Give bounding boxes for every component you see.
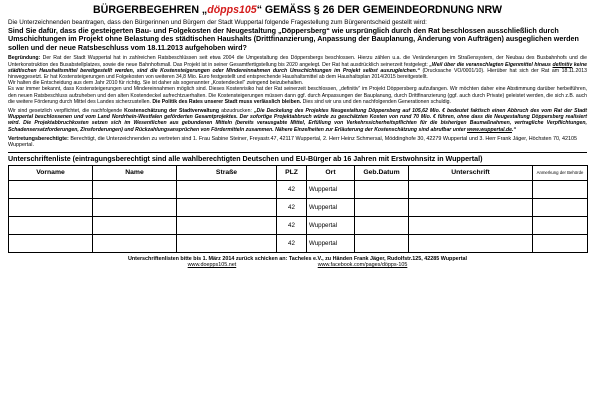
begruendung-p4-wrap [8, 86, 587, 105]
cell-name[interactable] [93, 234, 177, 252]
cell-strasse[interactable] [177, 180, 277, 198]
begruendung-p4-bold: Die Politik des Rates unserer Stadt muss verlässlich bleiben. [152, 98, 302, 105]
referendum-question: Sind Sie dafür, dass die gesteigerten Bau- und Folgekosten der Neugestaltung „Döppersberg“ wie ursprünglich durch den Rat beschlossen ausschließlich durch Umschichtungen im Projekt ohne Belastung des städtischen Haushalts (Drittfinanzierung, Anpassung der Bauplanung, Änderung von Aufträgen) ausgeglichen werden sollen und der neue Ratsbeschluss vom 18.11.2013 aufgehoben wird? [8, 25, 579, 52]
cell-anmerkung [533, 180, 588, 198]
col-plz: PLZ [277, 165, 307, 180]
table-row [9, 198, 588, 216]
kosten-lead: Wir sind gesetzlich verpflichtet, die nachfolgende [8, 108, 123, 114]
title-brand: döpps105 [207, 4, 257, 16]
kostenschaetzung-paragraph [8, 108, 587, 133]
cell-ort[interactable]: Wuppertal [307, 198, 355, 216]
col-vorname: Vorname [9, 165, 93, 180]
col-anmerkung: Anmerkung der Behörde [533, 165, 588, 180]
kosten-lead-2: abzudrucken: [221, 108, 252, 114]
intro-text: Die Unterzeichnenden beantragen, dass den Bürgerinnen und Bürgern der Stadt Wuppertal folgende Fragestellung zum Bürgerentscheid gestellt wird: [8, 19, 427, 26]
cell-ort[interactable]: Wuppertal [307, 216, 355, 234]
cell-plz[interactable]: 42 [277, 180, 307, 198]
col-geb-datum: Geb.Datum [355, 165, 409, 180]
cell-plz[interactable]: 42 [277, 216, 307, 234]
begruendung-quote-underline: definitiv [552, 61, 573, 68]
begruendung-label: Begründung: [8, 55, 41, 62]
cell-unterschrift[interactable] [409, 180, 533, 198]
cell-unterschrift[interactable] [409, 198, 533, 216]
signature-table [8, 165, 588, 253]
cell-ort[interactable]: Wuppertal [307, 180, 355, 198]
begruendung-p3: Wir halten die Entscheidung aus dem Jahr 2010 für richtig. Sie ist daher als sogenannter „Kostendeckel“ zwingend beizubehalten. [8, 80, 304, 87]
kosten-quote-end: .“ [511, 126, 516, 133]
begruendung-p1: Der Rat der Stadt Wuppertal hat in zahlreichen Ratsbeschlüssen seit etwa 2004 die Umgestaltung des Döppersbergs beschlossen. Hierzu zählen u.a. die Veränderungen im Straßensystem, der Neubau des Busbahnhofs und die Unterkonstruktion des Busabstellplatzes, sowie die neue Bahnhofsmall. Das Projekt ist in seiner Gesamtfertigstellung bis 2020 angelegt. Der Rat hat ausdrücklich seinerzeit festgelegt: [8, 55, 587, 68]
vertretung-label: Vertretungsberechtigte: [8, 135, 69, 142]
signature-list-heading: Unterschriftenliste (eintragungsberechtigt sind alle wahlberechtigten Deutschen und EU-Bürger ab 16 Jahren mit Erstwohnsitz in Wuppertal) [8, 154, 483, 163]
vertretung-paragraph [8, 136, 587, 149]
cell-name[interactable] [93, 180, 177, 198]
table-row [9, 180, 588, 198]
cell-geb-datum[interactable] [355, 234, 409, 252]
vertretung-text: Berechtigt, die Unterzeichnenden zu vertreten sind 1. Frau Sabine Steiner, Freyastr.47, 42117 Wuppertal, 2. Herr Heinz Schmersal, Möddinghofe 30, 42279 Wuppertal und 3. Herr Frank Jäger, Höchsten 70, 42105 Wuppertal. [8, 135, 578, 149]
table-row [9, 234, 588, 252]
footer-links [8, 262, 587, 268]
cell-vorname[interactable] [9, 198, 93, 216]
cell-geb-datum[interactable] [355, 216, 409, 234]
begruendung-p4: Es war immer bekannt, dass Kostensteigerungen und Mindereinnahmen möglich sind. Dieses Kostenrisiko hat der Rat seinerzeit beschlossen, „definitiv“ im Projekt Döppersberg aufzufangen. Wir möchten daher eine Abstimmung darüber herbeiführen, den neuen Ratsbeschluss aufzuheben und den alten Kostendeckel aufrechtzuerhalten. Die Kostensteigerungen müssen dann ggf. durch Anpassungen der Bauplanung, durch Drittfinanzierung (ggf. auch durch Private) geleistet werden, die sich z.B. auch die weitere Förderung durch Mittel des Landes sicherzustellen. [8, 86, 587, 105]
footer-text: Unterschriftenlisten bitte bis 1. März 2014 zurück schicken an: Tacheles e.V., zu Händen Frank Jäger, Rudolfstr.125, 42285 Wuppertal [127, 255, 468, 262]
cell-name[interactable] [93, 198, 177, 216]
cell-strasse[interactable] [177, 198, 277, 216]
cell-plz[interactable]: 42 [277, 198, 307, 216]
kosten-lead-bold: Kostenschätzung der Stadtverwaltung [124, 108, 220, 114]
begruendung-paragraph [8, 55, 587, 80]
footer [8, 256, 587, 268]
doepps-website-link[interactable]: www.doepps105.net [187, 261, 237, 268]
cell-strasse[interactable] [177, 234, 277, 252]
divider [8, 152, 587, 153]
table-header-row [9, 165, 588, 180]
col-strasse: Straße [177, 165, 277, 180]
facebook-page-link[interactable]: www.facebook.com/pages/döpps-105 [317, 261, 408, 268]
cell-geb-datum[interactable] [355, 180, 409, 198]
cell-anmerkung [533, 234, 588, 252]
begruendung-quote-1: „Weil über die veranschlagten Eigenmittel hinaus [429, 61, 551, 68]
begruendung-p2: (Drucksache VO/0001/10). Hierüber hat sich der Rat am 18.11.2013 hinweggesetzt. Er hat Kostensteigerungen und Folgekosten von weiteren 34,8 Mio. Euro festgestellt und entsprechende Haushaltsmittel ab dem Haushaltsplan 2014/2015 bereitgestellt. [8, 67, 587, 80]
page-title [8, 4, 587, 17]
col-ort: Ort [307, 165, 355, 180]
petition-page [8, 4, 587, 268]
title-suffix: “ GEMÄSS § 26 DER GEMEINDEORDNUNG NRW [256, 4, 502, 16]
cell-plz[interactable]: 42 [277, 234, 307, 252]
table-row [9, 216, 588, 234]
begruendung-quote-2: keine städtischen Haushaltsmittel bereitgestellt werden, sind die Kostensteigerungen oder Mindereinnahmen durch Umschichtungen im Projekt selbst auszugleichen.“ [8, 61, 587, 74]
cell-geb-datum[interactable] [355, 198, 409, 216]
col-name: Name [93, 165, 177, 180]
begruendung-p4-end: Dies sind wir uns und den nachfolgenden Generationen schuldig. [302, 98, 451, 105]
cell-name[interactable] [93, 216, 177, 234]
cell-vorname[interactable] [9, 216, 93, 234]
wuppertal-link[interactable]: www.wuppertal.de [467, 126, 512, 133]
cell-unterschrift[interactable] [409, 234, 533, 252]
cell-strasse[interactable] [177, 216, 277, 234]
cell-vorname[interactable] [9, 180, 93, 198]
cell-vorname[interactable] [9, 234, 93, 252]
cell-unterschrift[interactable] [409, 216, 533, 234]
cell-ort[interactable]: Wuppertal [307, 234, 355, 252]
cell-anmerkung [533, 216, 588, 234]
kosten-quote: „Die Deckelung des Projektes Neugestaltung Döppersberg auf 105,62 Mio. € bedeutet faktisch einen Abbruch des vom Rat der Stadt Wuppertal beschlossenen und vom Land Nordrhein-Westfalen geförderten Gesamtprojektes. Der sofortige Projektabbruch würde zu geschätzten Kosten von rund 70 Mio. € führen, ohne dass die Neugestaltung Döppersberg realisiert wird. Die Projektabbruchkosten setzen sich im Wesentlichen aus gebundenen Mitteln (bereits verausgabte Mittel, Erfüllung von Verkehrssicherheitspflichten für die bisherigen Baumaßnahmen, vertragliche Verpflichtungen, Schadensersatzforderungen, Zinsforderungen) und Rückzahlungsansprüchen von Fördermitteln zusammen. Nähere Einzelheiten zur Erläuterung der Kostenschätzung sind abrufbar unter [8, 108, 588, 133]
cell-anmerkung [533, 198, 588, 216]
col-unterschrift: Unterschrift [409, 165, 533, 180]
title-prefix: BÜRGERBEGEHREN „ [93, 4, 208, 16]
